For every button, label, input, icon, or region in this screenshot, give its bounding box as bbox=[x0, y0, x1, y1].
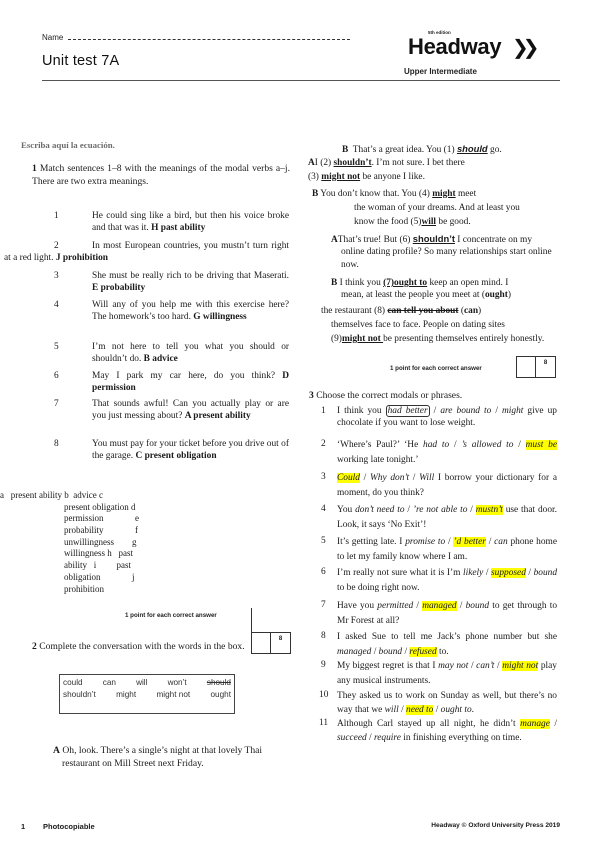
used-word: should bbox=[206, 678, 231, 687]
answer-1: should bbox=[456, 143, 488, 154]
score-input[interactable] bbox=[517, 357, 536, 377]
answer-9: might not bbox=[341, 334, 384, 344]
answer-8: can tell you about bbox=[387, 306, 459, 316]
dialogue-line-b3-3: the restaurant (8) can tell you about (can) bbox=[321, 306, 482, 316]
page-number: 1 bbox=[21, 822, 26, 831]
dialogue-line-a3: (3) might not be anyone I like. bbox=[308, 172, 425, 182]
section1-instruction bbox=[32, 163, 290, 188]
dialogue-line-b2-3: know the food (5)will be good. bbox=[354, 217, 471, 227]
highlighted-answer[interactable]: ’d better bbox=[453, 537, 486, 547]
answer-6: shouldn’t bbox=[412, 233, 455, 244]
headway-logo bbox=[408, 30, 558, 60]
answer-3: might not bbox=[321, 172, 361, 182]
section3-instruction-text: Choose the correct modals or phrases. bbox=[316, 390, 463, 401]
name-label: Name bbox=[42, 33, 64, 42]
dialogue-line-b3-4: themselves face to face. People on dating sites bbox=[331, 320, 505, 330]
dialogue-line-b3-5: (9)might not be presenting themselves entirely honestly. bbox=[331, 334, 545, 344]
meanings-list: a present ability b advice c present obligation d permission e probability f unwillingness g willingness h past ability i past obligation j prohibition bbox=[0, 490, 139, 594]
highlighted-answer[interactable]: might not bbox=[502, 661, 539, 671]
section1-instruction-text: Match sentences 1–8 with the meanings of the modal verbs a–j. There are two extra meanings. bbox=[32, 163, 291, 187]
answer: D permission bbox=[92, 371, 290, 394]
section1-score-box[interactable] bbox=[251, 632, 291, 654]
section2-instruction bbox=[32, 641, 254, 654]
answer: J prohibition bbox=[55, 253, 109, 264]
section2-score-box[interactable] bbox=[516, 356, 556, 378]
copyright-notice: Headway © Oxford University Press 2019 bbox=[431, 822, 560, 829]
dialogue-line-b1: B That’s a great idea. You (1) should go. bbox=[342, 143, 502, 155]
section3-number: 3 bbox=[309, 390, 314, 401]
answer-note: ought bbox=[484, 290, 508, 301]
option-selected-circled[interactable]: had better bbox=[387, 406, 428, 416]
dialogue-line-b2: B You don’t know that. You (4) might meet bbox=[312, 189, 477, 199]
section3-instruction bbox=[309, 390, 579, 403]
level-label: Upper Intermediate bbox=[404, 67, 477, 76]
page-title: Unit test 7A bbox=[42, 53, 120, 69]
double-chevron-right-icon: ❯❯ bbox=[512, 35, 534, 59]
dialogue-line-b2-2: the woman of your dreams. And at least you bbox=[354, 203, 520, 213]
section2-instruction-text: Complete the conversation with the words in the box. bbox=[39, 641, 245, 652]
highlighted-answer[interactable]: manage bbox=[520, 719, 550, 729]
logo-edition: 5th edition bbox=[428, 30, 451, 35]
answer-4: might bbox=[432, 189, 456, 199]
section1-points-label: 1 point for each correct answer bbox=[125, 612, 217, 619]
answer: B advice bbox=[143, 354, 178, 365]
highlighted-answer[interactable]: Could bbox=[337, 473, 360, 483]
answer: C present obligation bbox=[135, 451, 217, 462]
highlighted-answer[interactable]: need to bbox=[406, 705, 434, 716]
score-input[interactable] bbox=[252, 633, 271, 653]
word-box: could can will won’t should shouldn’t might might not ought bbox=[59, 674, 235, 714]
dialogue-line-a2: AI (2) shouldn’t. I’m not sure. I bet there bbox=[308, 158, 465, 168]
answer-5: will bbox=[421, 217, 437, 227]
answer: A present ability bbox=[184, 411, 251, 422]
section2-points-label: 1 point for each correct answer bbox=[390, 365, 482, 372]
max-score: 8 bbox=[278, 636, 283, 642]
answer-7: (7)ought to bbox=[383, 278, 428, 288]
section2-number: 2 bbox=[32, 641, 37, 652]
highlighted-answer[interactable]: managed bbox=[422, 601, 457, 611]
answer-2: shouldn’t bbox=[333, 158, 372, 168]
dialogue-line-a4: AThat’s true! But (6) shouldn’t I concentrate on my online dating profile? So many relationships start online now. bbox=[331, 233, 552, 270]
highlighted-answer[interactable]: refused bbox=[409, 646, 437, 657]
page-header bbox=[42, 30, 560, 82]
highlighted-answer[interactable]: mustn’t bbox=[475, 505, 503, 515]
equation-placeholder[interactable]: Escriba aquí la ecuación. bbox=[21, 140, 115, 150]
section1-number: 1 bbox=[32, 163, 37, 174]
answer: H past ability bbox=[151, 223, 206, 234]
dialogue-line-b3: B I think you (7)ought to keep an open mind. I mean, at least the people you meet at (ought) bbox=[331, 278, 512, 301]
name-field-line[interactable] bbox=[68, 39, 350, 40]
answer: G willingness bbox=[193, 312, 247, 323]
highlighted-answer[interactable]: must be bbox=[525, 440, 558, 450]
header-divider bbox=[42, 80, 560, 81]
logo-brand: Headway bbox=[408, 34, 502, 59]
highlighted-answer[interactable]: supposed bbox=[490, 568, 526, 578]
dialogue-line-a1: A Oh, look. There’s a single’s night at that lovely Thai restaurant on Mill Street next Friday. bbox=[53, 745, 263, 769]
photocopiable-label: Photocopiable bbox=[43, 822, 95, 831]
max-score: 8 bbox=[543, 360, 548, 366]
answer: E probability bbox=[92, 283, 146, 294]
